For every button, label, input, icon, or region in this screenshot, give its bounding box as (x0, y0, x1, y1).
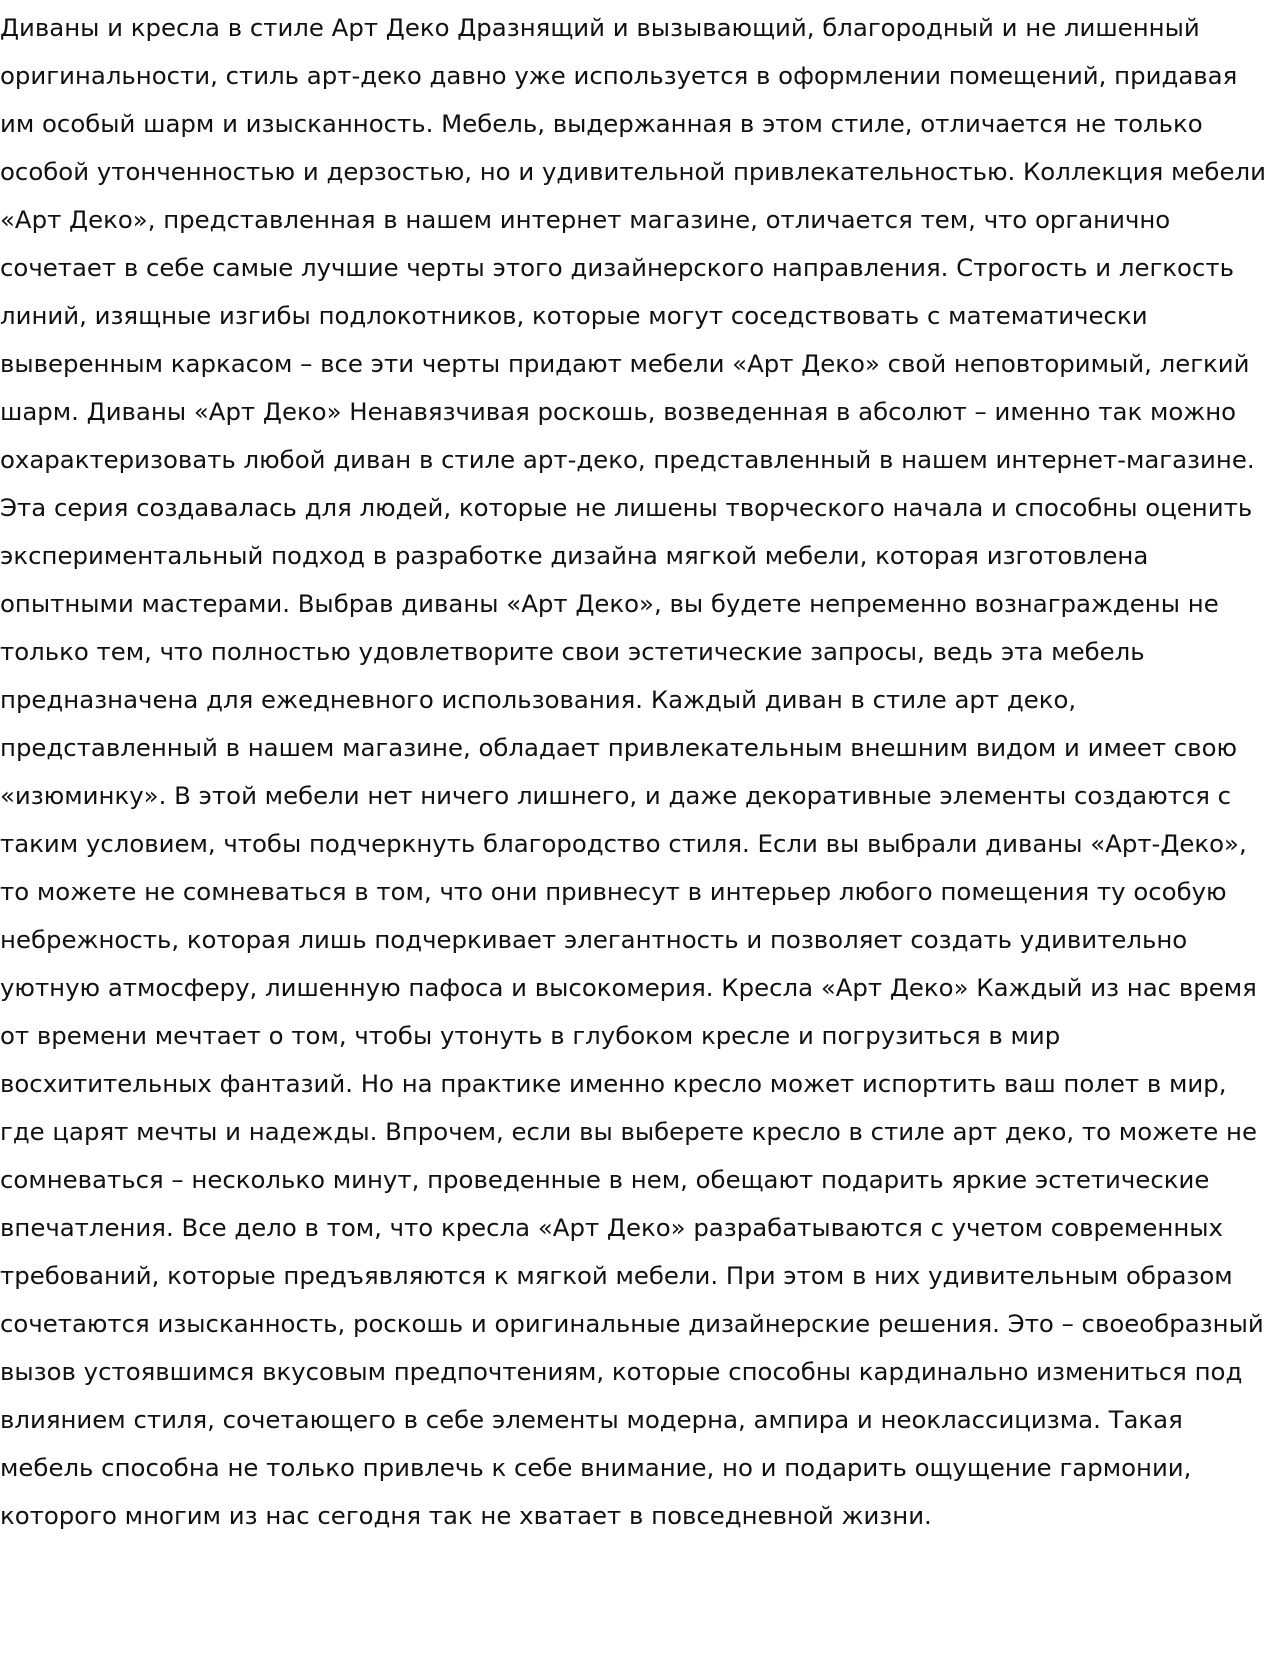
body-text: Диваны и кресла в стиле Арт Деко Дразнящий и вызывающий, благородный и не лишенный оригинальности, стиль арт-деко давно уже используется в оформлении помещений, придавая им особый шарм и изысканность. Мебель, выдержанная в этом стиле, отличается не только особой утонченностью и дерзостью, но и удивительной привлекательностью. Коллекция мебели «Арт Деко», представленная в нашем интернет магазине, отличается тем, что органично сочетает в себе самые лучшие черты этого дизайнерского направления. Строгость и легкость линий, изящные изгибы подлокотников, которые могут соседствовать с математически выверенным каркасом – все эти черты придают мебели «Арт Деко» свой неповторимый, легкий шарм. Диваны «Арт Деко» Ненавязчивая роскошь, возведенная в абсолют – именно так можно охарактеризовать любой диван в стиле арт-деко, представленный в нашем интернет-магазине. Эта серия создавалась для людей, которые не лишены творческого начала и способны оценить экспериментальный подход в разработке дизайна мягкой мебели, которая изготовлена опытными мастерами. Выбрав диваны «Арт Деко», вы будете непременно вознаграждены не только тем, что полностью удовлетворите свои эстетические запросы, ведь эта мебель предназначена для ежедневного использования. Каждый диван в стиле арт деко, представленный в нашем магазине, обладает привлекательным внешним видом и имеет свою «изюминку». В этой мебели нет ничего лишнего, и даже декоративные элементы создаются с таким условием, чтобы подчеркнуть благородство стиля. Если вы выбрали диваны «Арт-Деко», то можете не сомневаться в том, что они привнесут в интерьер любого помещения ту особую небрежность, которая лишь подчеркивает элегантность и позволяет создать удивительно уютную атмосферу, лишенную пафоса и высокомерия. Кресла «Арт Деко» Каждый из нас время от времени мечтает о том, чтобы утонуть в глубоком кресле и погрузиться в мир восхитительных фантазий. Но на практике именно кресло может испортить ваш полет в мир, где царят мечты и надежды. Впрочем, если вы выберете кресло в стиле арт деко, то можете не сомневаться – несколько минут, проведенные в нем, обещают подарить яркие эстетические впечатления. Все дело в том, что кресла «Арт Деко» разрабатываются с учетом современных требований, которые предъявляются к мягкой мебели. При этом в них удивительным образом сочетаются изысканность, роскошь и оригинальные дизайнерские решения. Это – своеобразный вызов устоявшимся вкусовым предпочтениям, которые способны кардинально измениться под влиянием стиля, сочетающего в себе элементы модерна, ампира и неоклассицизма. Такая мебель способна не только привлечь к себе внимание, но и подарить ощущение гармонии, которого многим из нас сегодня так не хватает в повседневной жизни. (0, 13, 1266, 1530)
